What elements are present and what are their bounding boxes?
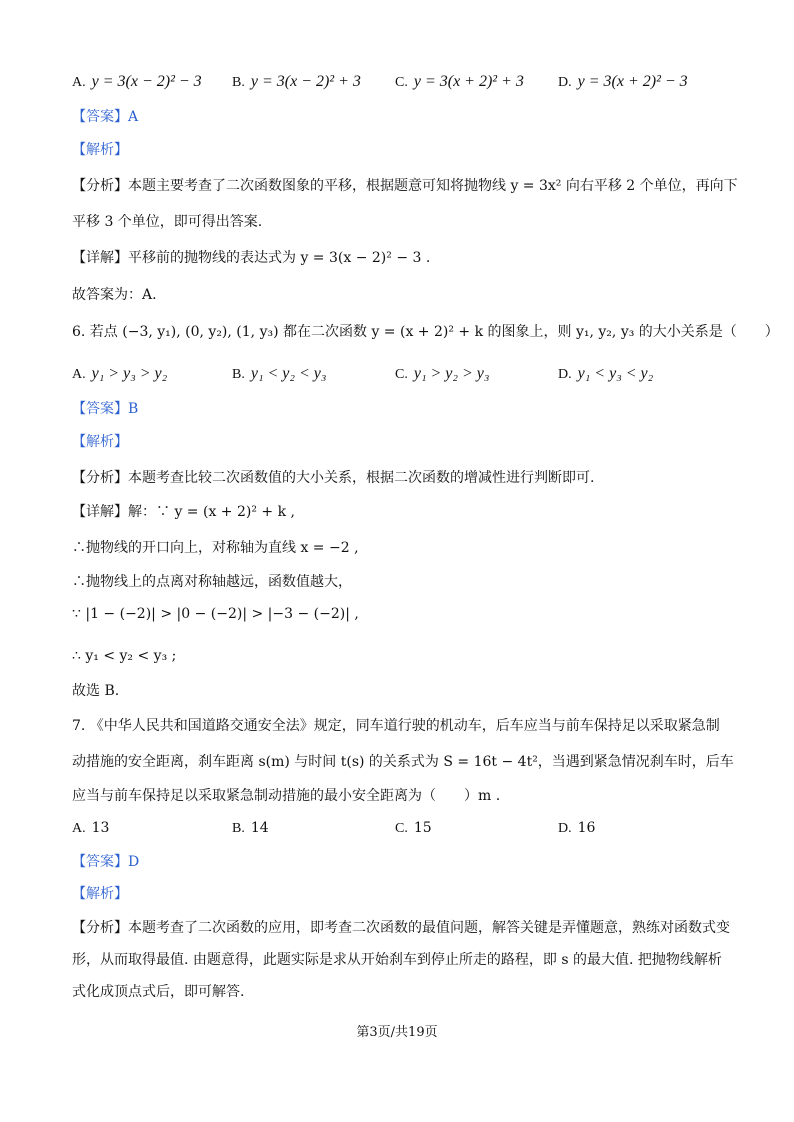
q5-option-c-label: C. <box>395 75 408 90</box>
q5-answer: 【答案】A <box>72 109 139 125</box>
q5-option-c <box>395 72 524 93</box>
q6-option-c-label: C. <box>395 367 408 382</box>
q6-step3: ∵ |1 − (−2)| > |0 − (−2)| > |−3 − (−2)| , <box>72 606 359 622</box>
q6-step1: ∴抛物线的开口向上，对称轴为直线 x = −2 , <box>72 540 359 556</box>
q5-option-a <box>72 72 202 93</box>
q5-option-b-label: B. <box>232 75 245 90</box>
q7-analysis-tag: 【解析】 <box>72 886 128 902</box>
q7-option-b-label: B. <box>232 821 245 836</box>
q5-xiangjie: 【详解】平移前的抛物线的表达式为 y = 3(x − 2)² − 3 . <box>72 250 431 266</box>
q6-answer: 【答案】B <box>72 401 139 417</box>
q7-line1: 7. 《中华人民共和国道路交通安全法》规定，同车道行驶的机动车，后车应当与前车保持足以采取紧急制 <box>72 718 720 734</box>
q5-option-d-label: D. <box>558 75 572 90</box>
q5-option-d-expr: y = 3(x + 2)² − 3 <box>577 73 688 90</box>
q7-option-d <box>558 818 595 839</box>
q5-option-a-label: A. <box>72 75 86 90</box>
q6-option-a-expr: y₁ > y₃ > y₂ <box>91 365 168 382</box>
q6-question: 6. 若点 (−3, y₁), (0, y₂), (1, y₃) 都在二次函数 y = (x + 2)² + k 的图象上，则 y₁, y₂, y₃ 的大小关系是（ ） <box>72 324 779 340</box>
q7-option-d-label: D. <box>558 821 572 836</box>
q6-option-b-label: B. <box>232 367 245 382</box>
q7-option-b-expr: 14 <box>250 820 269 836</box>
q5-option-c-expr: y = 3(x + 2)² + 3 <box>413 73 524 90</box>
q5-analysis-tag: 【解析】 <box>72 142 128 158</box>
q6-xiangjie: 【详解】解：∵ y = (x + 2)² + k , <box>72 504 295 520</box>
q7-option-a <box>72 818 109 839</box>
q6-option-d-expr: y₁ < y₃ < y₂ <box>577 365 654 382</box>
q7-fenxi-line3: 式化成顶点式后，即可解答. <box>72 984 245 1000</box>
q7-option-a-label: A. <box>72 821 86 836</box>
q7-line2: 动措施的安全距离，刹车距离 s(m) 与时间 t(s) 的关系式为 S = 16t − 4t²，当遇到紧急情况刹车时，后车 <box>72 754 734 770</box>
q6-option-c <box>395 364 489 385</box>
q5-fenxi-line2: 平移 3 个单位，即可得出答案. <box>72 214 263 230</box>
q6-option-a-label: A. <box>72 367 86 382</box>
q6-step2: ∴抛物线上的点离对称轴越远，函数值越大， <box>72 574 352 590</box>
q5-conclusion: 故答案为：A. <box>72 287 157 303</box>
q7-line3: 应当与前车保持足以采取紧急制动措施的最小安全距离为（ ）m . <box>72 788 501 804</box>
q7-option-a-expr: 13 <box>91 820 110 836</box>
q7-fenxi-line2: 形，从而取得最值. 由题意得，此题实际是求从开始刹车到停止所走的路程，即 s 的最大值. 把抛物线解析 <box>72 952 722 968</box>
q5-fenxi-line1: 【分析】本题主要考查了二次函数图象的平移，根据题意可知将抛物线 y = 3x² 向右平移 2 个单位，再向下 <box>72 178 738 194</box>
q7-option-c-expr: 15 <box>413 820 432 836</box>
q5-option-b <box>232 72 361 93</box>
q7-option-b <box>232 818 269 839</box>
q7-option-c <box>395 818 432 839</box>
page-number: 第3页/共19页 <box>356 1025 438 1040</box>
q6-option-d-label: D. <box>558 367 572 382</box>
q7-option-c-label: C. <box>395 821 408 836</box>
q6-conclusion: 故选 B. <box>72 683 120 699</box>
q7-fenxi-line1: 【分析】本题考查了二次函数的应用，即考查二次函数的最值问题，解答关键是弄懂题意，熟练对函数式变 <box>72 920 730 936</box>
q7-answer: 【答案】D <box>72 854 140 870</box>
q6-option-c-expr: y₁ > y₂ > y₃ <box>413 365 490 382</box>
q6-step4: ∴ y₁ < y₂ < y₃ ; <box>72 648 177 664</box>
q6-option-d <box>558 364 653 385</box>
q6-analysis-tag: 【解析】 <box>72 434 128 450</box>
q5-option-b-expr: y = 3(x − 2)² + 3 <box>250 73 361 90</box>
q6-option-b-expr: y₁ < y₂ < y₃ <box>250 365 327 382</box>
q5-option-d <box>558 72 688 93</box>
q6-option-a <box>72 364 167 385</box>
q6-fenxi: 【分析】本题考查比较二次函数值的大小关系，根据二次函数的增减性进行判断即可. <box>72 470 595 486</box>
q5-option-a-expr: y = 3(x − 2)² − 3 <box>91 73 202 90</box>
q6-option-b <box>232 364 326 385</box>
q7-option-d-expr: 16 <box>577 820 596 836</box>
